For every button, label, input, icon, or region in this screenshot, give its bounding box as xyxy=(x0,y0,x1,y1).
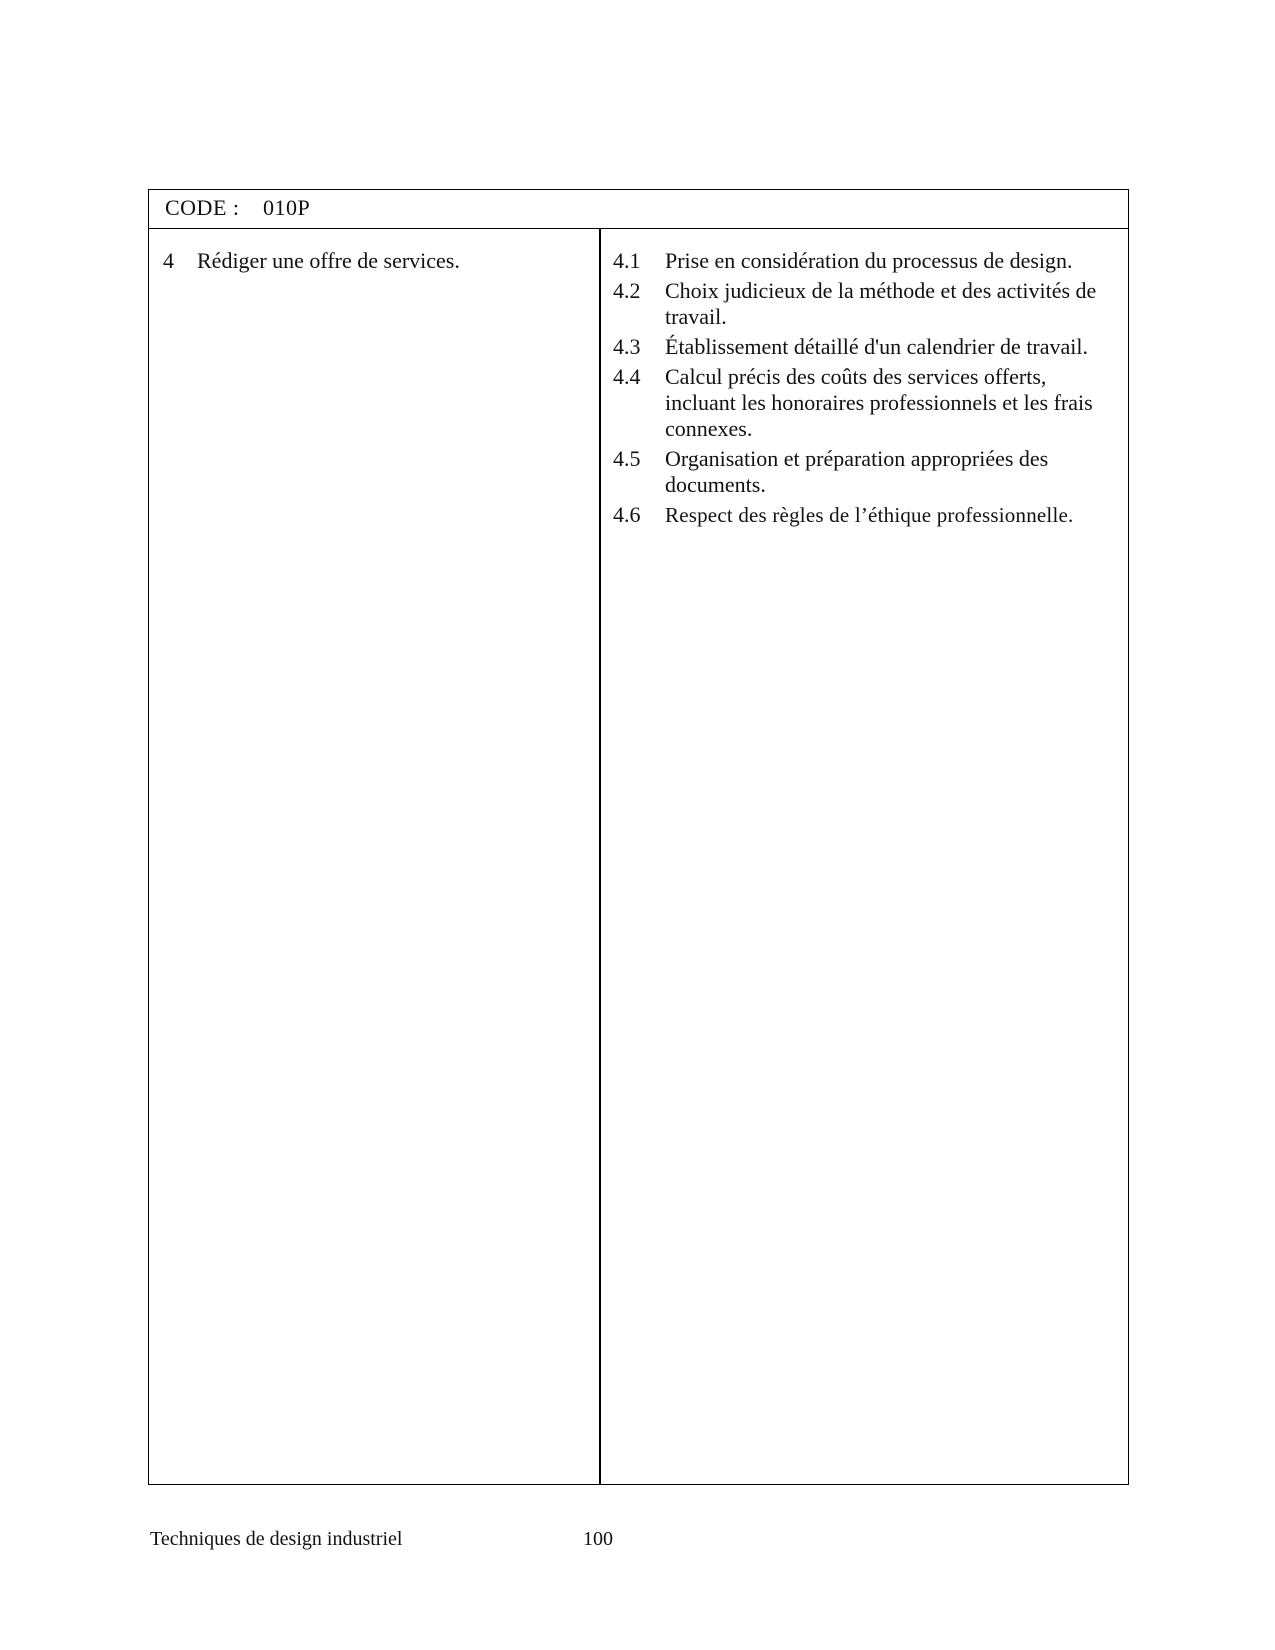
criterion-number: 4.3 xyxy=(613,334,641,359)
criterion-item xyxy=(613,446,1118,498)
criterion-text: Organisation et préparation appropriées des documents. xyxy=(665,446,1049,497)
code-value: 010P xyxy=(263,195,311,220)
criterion-item xyxy=(613,278,1118,330)
criterion-item xyxy=(613,364,1118,442)
footer-page-number: 100 xyxy=(583,1528,613,1550)
criteria-column xyxy=(613,248,1118,532)
criterion-number: 4.4 xyxy=(613,364,641,389)
criterion-number: 4.5 xyxy=(613,446,641,471)
criterion-text: Calcul précis des coûts des services offerts, incluant les honoraires professionnels et les frais connexes. xyxy=(665,364,1093,441)
criterion-item xyxy=(613,248,1118,274)
criterion-text: Choix judicieux de la méthode et des activités de travail. xyxy=(665,278,1097,329)
criteria-table xyxy=(148,189,1129,1485)
criterion-item xyxy=(613,334,1118,360)
code-label: CODE : xyxy=(165,195,240,220)
criterion-number: 4.1 xyxy=(613,248,641,273)
competency-number: 4 xyxy=(163,248,174,273)
criterion-item xyxy=(613,502,1118,528)
criterion-text: Prise en considération du processus de design. xyxy=(665,248,1073,273)
criterion-text: Respect des règles de l’éthique professionnelle. xyxy=(665,503,1074,527)
footer-program-title: Techniques de design industriel xyxy=(150,1528,403,1550)
criterion-number: 4.6 xyxy=(613,502,641,527)
criterion-number: 4.2 xyxy=(613,278,641,303)
competency-text: Rédiger une offre de services. xyxy=(197,248,460,273)
code-header-row xyxy=(149,190,1128,229)
competency-column xyxy=(163,248,583,274)
criterion-text: Établissement détaillé d'un calendrier de travail. xyxy=(665,334,1089,359)
column-divider xyxy=(599,229,601,1485)
